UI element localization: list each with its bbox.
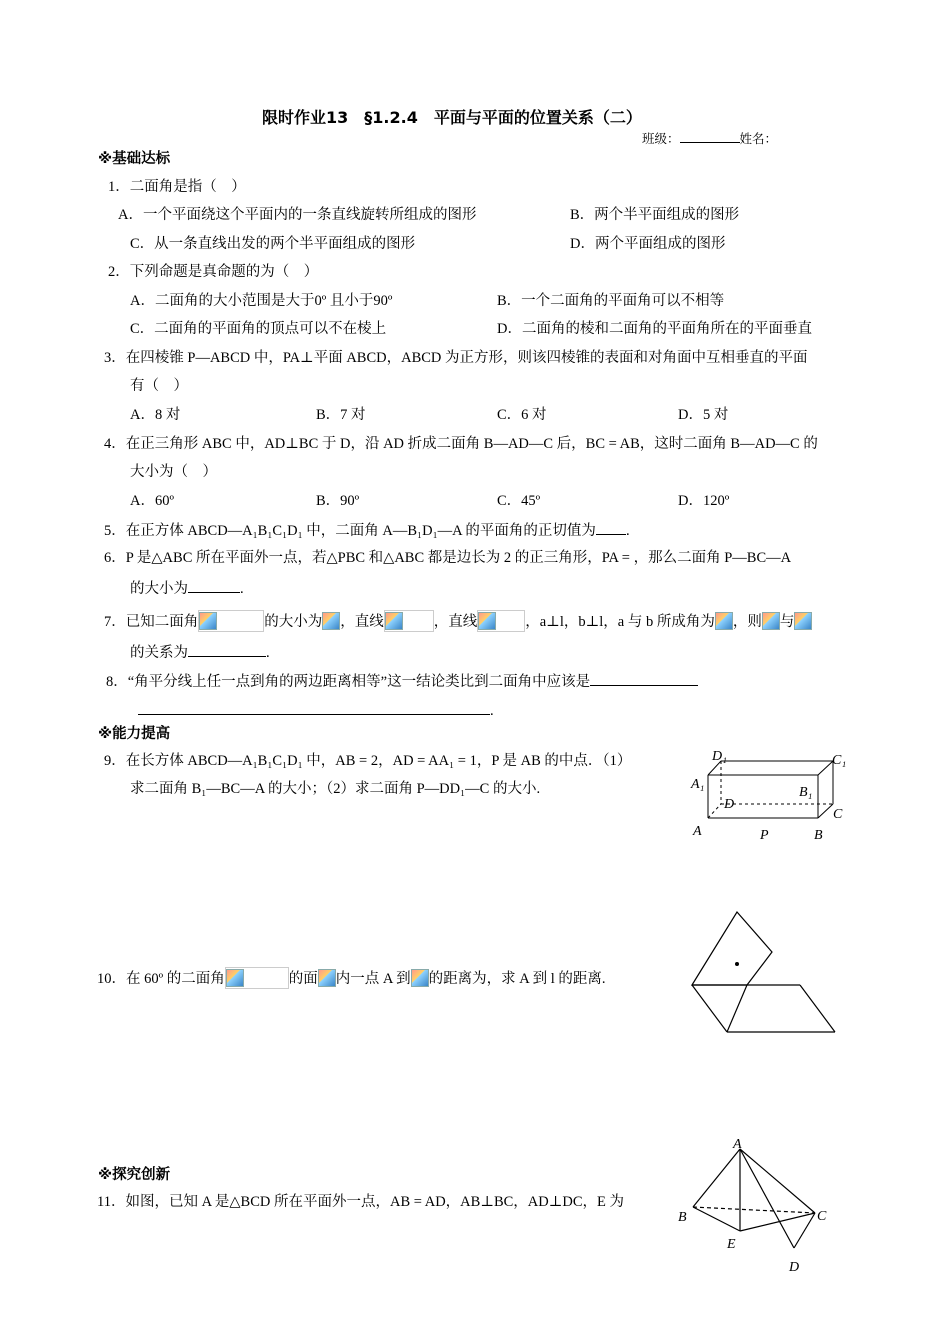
q6-text: 的大小为 — [130, 581, 188, 597]
q10-part4: 的距离为，求 A 到 l 的距离. — [428, 971, 606, 987]
edge-bc-hidden — [693, 1207, 815, 1213]
q8-line2 — [138, 702, 494, 719]
q3-option-c: C．6 对 — [497, 407, 547, 423]
label-c1: C₁ — [832, 753, 847, 768]
q7-part1: 7．已知二面角 — [104, 614, 199, 630]
label-b: B — [678, 1210, 687, 1225]
tetrahedron-figure — [676, 1135, 836, 1280]
q7-line2 — [130, 644, 270, 661]
section-ability: ※能力提高 — [98, 726, 171, 742]
q5-end: . — [625, 523, 630, 539]
q6-line2 — [130, 580, 244, 597]
class-label: 班级： — [642, 132, 680, 146]
q2-option-b: B．一个二面角的平面角可以不相等 — [497, 293, 725, 309]
q7-part4: ，直线 — [433, 614, 478, 630]
q7-part5: ，a⊥l，b⊥l，a 与 b 所成角为 — [525, 614, 715, 630]
q7-line1 — [104, 610, 812, 632]
q9-line1: 9．在长方体 ABCD—A₁B₁C₁D₁ 中，AB = 2，AD = AA₁ = 1，P 是 AB 的中点．（1） — [104, 753, 632, 769]
q7-part6: ，则 — [732, 614, 762, 630]
formula-image-placeholder — [477, 610, 525, 632]
formula-image-placeholder — [384, 610, 434, 632]
q7-part2: 的大小为 — [264, 614, 323, 630]
q3-line1: 3．在四棱锥 P—ABCD 中，PA⊥平面 ABCD，ABCD 为正方形，则该四棱锥的表面和对角面中互相垂直的平面 — [104, 350, 808, 366]
q4-option-a: A．60º — [130, 493, 174, 509]
q4-line2: 大小为（ ） — [130, 464, 217, 480]
q2-option-c: C．二面角的平面角的顶点可以不在棱上 — [130, 321, 387, 337]
q2-option-d: D．二面角的棱和二面角的平面角所在的平面垂直 — [497, 321, 812, 337]
q6-end: . — [240, 581, 244, 597]
q2-option-a: A．二面角的大小范围是大于0º 且小于90º — [130, 293, 393, 309]
image-placeholder-icon — [478, 612, 496, 630]
label-a: A — [693, 824, 702, 839]
q10-part1: 10．在 60º 的二面角 — [97, 971, 225, 987]
q7-answer-blank[interactable] — [188, 644, 266, 657]
label-d: D — [789, 1260, 800, 1275]
page-title: 限时作业13 §1.2.4 平面与平面的位置关系（二） — [262, 108, 642, 127]
label-p: P — [760, 828, 769, 843]
q2-stem: 2．下列命题是真命题的为（ ） — [108, 264, 319, 280]
edge-b1c1 — [818, 761, 833, 775]
image-placeholder-icon — [318, 969, 336, 987]
label-e: E — [727, 1237, 736, 1252]
q8-end: . — [490, 703, 494, 719]
dihedral-angle-figure — [685, 905, 845, 1040]
section-basic: ※基础达标 — [98, 151, 171, 167]
q4-option-c: C．45º — [497, 493, 541, 509]
q1-stem: 1．二面角是指（ ） — [108, 179, 246, 195]
q7-part7: 与 — [779, 614, 795, 630]
q5-answer-blank[interactable] — [596, 522, 626, 535]
formula-image-placeholder — [225, 967, 289, 989]
image-placeholder-icon — [385, 612, 403, 630]
q1-option-b: B．两个半平面组成的图形 — [570, 207, 740, 223]
image-placeholder-icon — [199, 612, 217, 630]
q6-line1: 6．P 是△ABC 所在平面外一点，若△PBC 和△ABC 都是边长为 2 的正三角形，PA = ，那么二面角 P—BC—A — [104, 550, 792, 566]
image-placeholder-icon — [762, 612, 780, 630]
lower-plane-left-edge — [692, 985, 727, 1032]
q7-part3: ，直线 — [340, 614, 384, 630]
q7-line2-text: 的关系为 — [130, 645, 188, 661]
image-placeholder-icon — [411, 969, 429, 987]
label-d1: D₁ — [712, 749, 727, 764]
q8-line1 — [106, 673, 698, 690]
edge-ab — [693, 1149, 740, 1207]
image-placeholder-icon — [226, 969, 244, 987]
lower-plane-right-edge — [800, 985, 835, 1032]
point-a-dot — [735, 962, 739, 966]
image-placeholder-icon — [794, 612, 812, 630]
q4-line1: 4．在正三角形 ABC 中，AD⊥BC 于 D，沿 AD 折成二面角 B—AD—C 后，BC = AB，这时二面角 B—AD—C 的 — [104, 436, 818, 452]
formula-image-placeholder — [198, 610, 264, 632]
edge-be — [693, 1207, 740, 1231]
q3-option-a: A．8 对 — [130, 407, 181, 423]
class-name-line — [642, 130, 777, 146]
q3-line2: 有（ ） — [130, 378, 188, 394]
q3-option-d: D．5 对 — [678, 407, 729, 423]
q4-option-b: B．90º — [316, 493, 360, 509]
label-c: C — [817, 1209, 827, 1224]
edge-ac — [740, 1149, 815, 1213]
edge-bc — [818, 804, 833, 818]
section-explore: ※探究创新 — [98, 1167, 171, 1183]
label-a1: A₁ — [691, 777, 705, 792]
label-c: C — [833, 807, 843, 822]
q8-answer-blank-1[interactable] — [590, 673, 698, 686]
class-blank[interactable] — [680, 130, 740, 143]
q1-option-c: C．从一条直线出发的两个半平面组成的图形 — [130, 236, 416, 252]
edge-ec — [740, 1213, 815, 1231]
q8-text: 8．“角平分线上任一点到角的两边距离相等”这一结论类比到二面角中应该是 — [106, 674, 591, 690]
q11-line: 11．如图，已知 A 是△BCD 所在平面外一点，AB = AD，AB⊥BC，AD⊥DC，E 为 — [97, 1194, 625, 1210]
q7-end: . — [266, 645, 270, 661]
upper-half-plane — [692, 912, 772, 985]
q10-part2: 的面 — [288, 971, 318, 987]
label-d: D — [724, 797, 735, 812]
q1-option-a: A．一个平面绕这个平面内的一条直线旋转所组成的图形 — [118, 207, 477, 223]
edge-cd — [794, 1213, 815, 1248]
label-a: A — [733, 1137, 742, 1152]
q10-line — [97, 967, 606, 989]
q8-answer-blank-2[interactable] — [138, 702, 490, 715]
q10-part3: 内一点 A 到 — [335, 971, 411, 987]
label-b1: B₁ — [799, 785, 813, 800]
q6-answer-blank[interactable] — [188, 580, 240, 593]
cuboid-figure — [688, 748, 858, 848]
edge-ad — [740, 1149, 794, 1248]
label-b: B — [814, 828, 823, 843]
q5-text: 5．在正方体 ABCD—A₁B₁C₁D₁ 中，二面角 A—B₁D₁—A 的平面角的正切值为 — [104, 523, 596, 539]
image-placeholder-icon — [322, 612, 340, 630]
q1-option-d: D．两个平面组成的图形 — [570, 236, 726, 252]
edge-ad-hidden — [708, 804, 721, 818]
name-label: 姓名： — [739, 132, 778, 146]
image-placeholder-icon — [715, 612, 733, 630]
q3-option-b: B．7 对 — [316, 407, 366, 423]
lower-plane-divider — [727, 985, 747, 1032]
q5-line — [104, 522, 630, 539]
q9-line2: 求二面角 B₁—BC—A 的大小；（2）求二面角 P—DD₁—C 的大小. — [130, 781, 541, 797]
q4-option-d: D．120º — [678, 493, 730, 509]
